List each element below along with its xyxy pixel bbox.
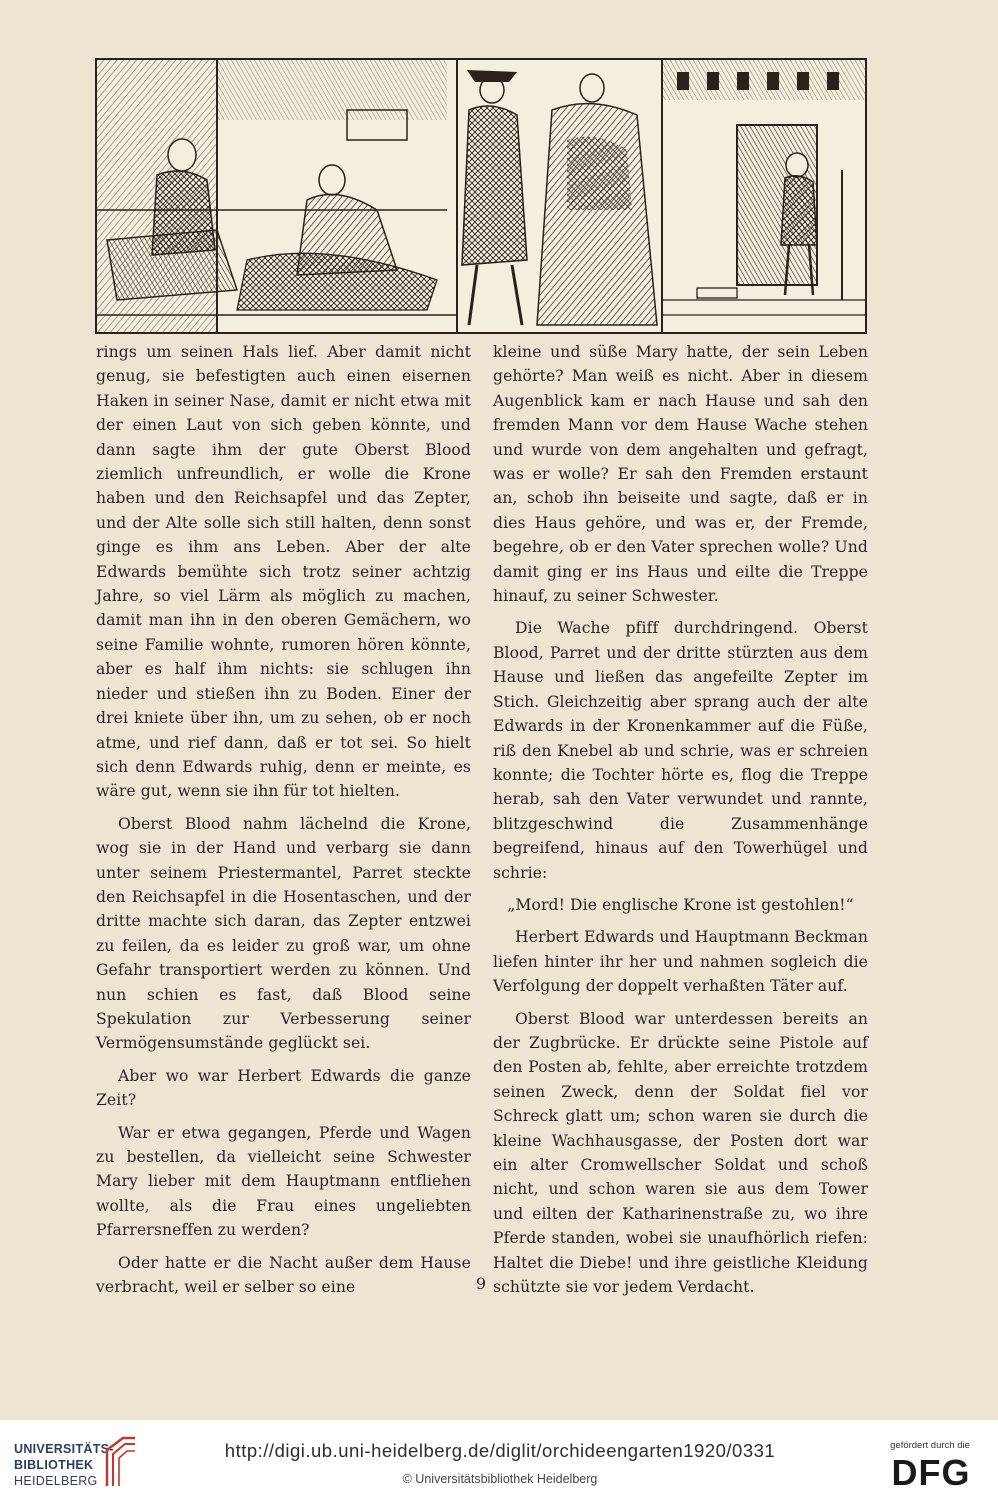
paragraph: War er etwa gegangen, Pferde und Wagen zu bestellen, da vielleicht seine Schwester Mary lieber mit dem Hauptmann entfliehen wollte, als die Frau eines ungeliebten Pfarrersneffen zu werden? <box>96 1123 471 1240</box>
paragraph: Oder hatte er die Nacht außer dem Hause verbracht, weil er selber so eine <box>96 1253 471 1297</box>
woodcut-illustration <box>95 58 867 334</box>
text-column-left <box>96 340 471 1307</box>
quote-line: „Mord! Die englische Krone ist gestohlen!“ <box>507 895 854 914</box>
illustration-drawing <box>97 60 865 332</box>
funding-caption: gefördert durch die <box>890 1440 970 1451</box>
paragraph: Oberst Blood war unterdessen bereits an der Zugbrücke. Er drückte seine Pistole auf den Posten ab, fehlte, aber erreichte trotzdem seinen Zweck, denn der Soldat fiel vor Schreck glatt um; schon waren sie durch die kleine Wachhausgasse, der Posten dort war ein alter Cromwellscher Soldat und schoß nicht, und schon waren sie aus dem Tower und eilten der Katharinenstraße zu, wo ihre Pferde standen, wobei sie unaufhörlich riefen: Haltet die Diebe! und ihre geistliche Kleidung schützte sie vor jedem Verdacht. <box>493 1009 868 1297</box>
paragraph: kleine und süße Mary hatte, der sein Leben gehörte? Man weiß es nicht. Aber in diesem Augenblick kam er nach Hause und sah den fremden Mann vor dem Hause Wache stehen und wurde von dem angehalten und gefragt, was er wolle? Er sah den Fremden erstaunt an, schob ihn beiseite und sagte, daß er in dies Haus gehöre, und was er, der Fremde, begehre, ob er den Vater sprechen wolle? Und damit ging er ins Haus und eilte die Treppe hinauf, zu seiner Schwester. <box>493 343 868 606</box>
paragraph: Herbert Edwards und Hauptmann Beckman liefen hinter ihr her und nahmen sogleich die Verfolgung der doppelt verhaßten Täter auf. <box>493 928 868 996</box>
dfg-logo: DFG <box>891 1452 971 1493</box>
copyright-notice: © Universitätsbibliothek Heidelberg <box>402 1472 598 1486</box>
library-name-line2: BIBLIOTHEK <box>14 1458 94 1472</box>
text-column-right <box>493 340 868 1307</box>
permalink[interactable]: http://digi.ub.uni-heidelberg.de/diglit/orchideengarten1920/0331 <box>224 1440 776 1461</box>
library-name-line3: HEIDELBERG <box>14 1474 98 1488</box>
paragraph: Aber wo war Herbert Edwards die ganze Zeit? <box>96 1066 471 1110</box>
paragraph: Oberst Blood nahm lächelnd die Krone, wog sie in der Hand und verbarg sie dann unter seinem Priestermantel, Parret steckte den Reichsapfel in die Hosentaschen, und der dritte machte sich daran, das Zepter entzwei zu feilen, da es leider zu groß war, um ohne Gefahr transportiert werden zu können. Und nun schien es fast, daß Blood seine Spekulation zur Verbesserung seiner Vermögensumstände geglückt sei. <box>96 814 471 1053</box>
page-number: 9 <box>475 1274 487 1293</box>
paragraph: rings um seinen Hals lief. Aber damit nicht genug, sie befestigten auch einen eisernen Haken in seiner Nase, damit er nicht etwa mit der einen Laut von sich geben könnte, und dann sagte ihm der gute Oberst Blood ziemlich unfreundlich, er wolle die Krone haben und den Reichsapfel und das Zepter, und der Alte solle sich still halten, denn sonst ginge es ihm ans Leben. Aber der alte Edwards bemühte sich trotz seiner achtzig Jahre, so viel Lärm als möglich zu machen, damit man ihn in den oberen Gemächern, wo seine Familie wohnte, rumoren hören könnte, aber es half ihm nichts: sie schlugen ihn nieder und stießen ihn zu Boden. Einer der drei kniete über ihn, um zu sehen, ob er noch atme, und rief dann, daß er tot sei. So hielt sich denn Edwards ruhig, denn er meinte, es wäre gut, wenn sie ihn für tot hielten. <box>96 343 471 801</box>
library-name-line1: UNIVERSITÄTS- <box>14 1442 114 1456</box>
library-logo-icon <box>103 1436 139 1488</box>
paragraph: Die Wache pfiff durchdringend. Oberst Blood, Parret und der dritte stürzten aus dem Hause und ließen das angefeilte Zepter im Stich. Gleichzeitig aber sprang auch der alte Edwards in der Kronenkammer auf die Füße, riß den Knebel ab und schrie, was er schreien konnte; die Tochter hörte es, flog die Treppe herab, sah den Vater verwundet und rannte, blitzgeschwind die Zusammenhänge begreifend, hinaus auf den Towerhügel und schrie: <box>493 619 868 882</box>
